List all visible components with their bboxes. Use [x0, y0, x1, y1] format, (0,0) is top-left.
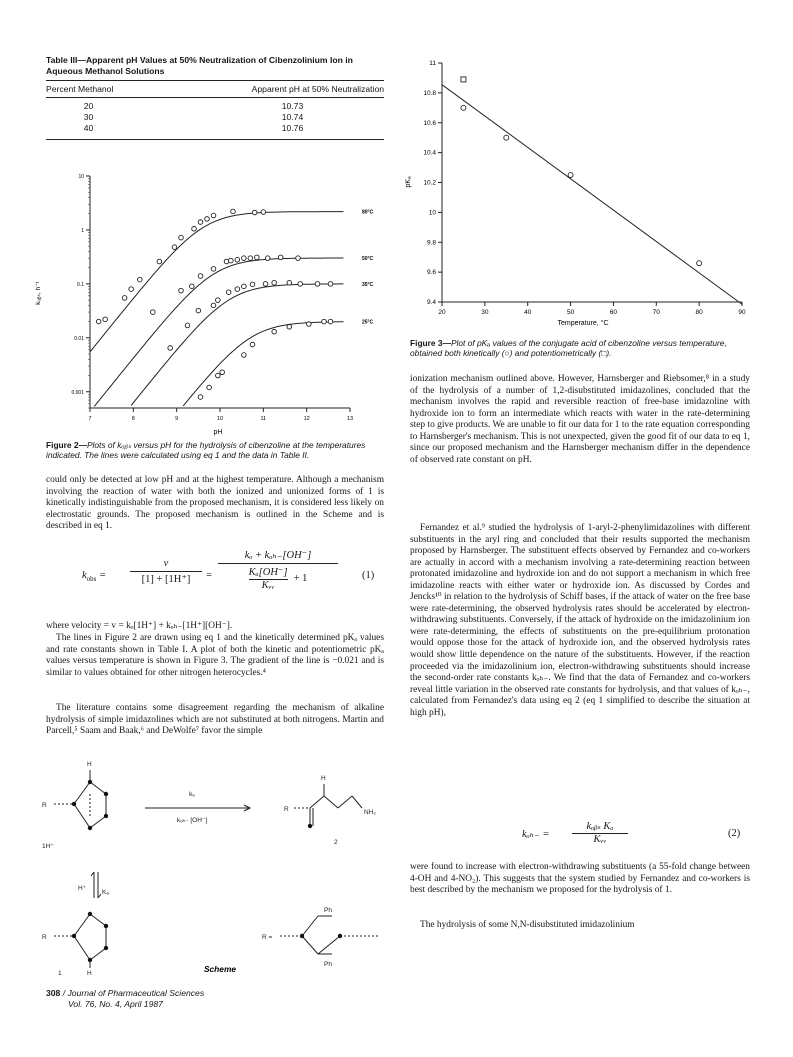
footer-line-2: Vol. 76, No. 4, April 1987 [68, 998, 163, 1009]
figure-2-xlabel: pH [213, 429, 223, 436]
data-point [263, 282, 268, 287]
series-curve [90, 212, 344, 352]
table-body [46, 98, 384, 134]
eq1-frac2 [218, 549, 338, 591]
table-cell: 10.74 [281, 112, 304, 122]
table-header [46, 81, 384, 97]
y-tick-label: 10 [78, 174, 84, 180]
x-tick-label: 7 [88, 416, 92, 422]
x-tick-label: 70 [652, 309, 660, 316]
table-title: Table III—Apparent pH Values at 50% Neutralization of Cibenzolinium Ion in Aqueous Methanol Solutions [46, 55, 353, 76]
x-tick-label: 8 [131, 416, 135, 422]
data-point [229, 258, 234, 263]
series-curve [131, 284, 343, 406]
data-point [287, 280, 292, 285]
scheme-label-2: 2 [334, 839, 338, 846]
right-paragraph-1: ionization mechanism outlined above. However, Harnsberger and Riebsomer,⁸ in a study of the hydrolysis of a number of 1,2-disubstituted imidazolines, concluded that the mechanism involves the rapid and reversible reaction of free-base imidazoline with hydroxide ion to form an intermediate which reacts with water in the rate-determining step to give products. We are unable to fit our data for 1 to the rate equation corresponding to Harnsberger's mechanism. This is not unexpected, given the good fit of our data to eq 1, since our proposed mechanism and the Harnsberger mechanism differ in the dependence of observed rate constant on pH. [410, 374, 750, 465]
scheme-arrow-top: kₒ [189, 791, 195, 798]
data-point [211, 213, 216, 218]
table-col1-header: Percent Methanol [46, 84, 114, 94]
eq1-plus-one: + 1 [293, 573, 308, 584]
table-row [46, 112, 384, 123]
data-point [278, 255, 283, 260]
table-row [46, 123, 384, 134]
data-point [307, 322, 312, 327]
y-tick-label: 9.6 [426, 269, 436, 277]
data-point [242, 256, 247, 261]
data-point [272, 280, 277, 285]
left-paragraph-2: The lines in Figure 2 are drawn using eq 1 and the kinetically determined pKₐ values and rate constants shown in Table I. A plot of both the kinetic and potentiometric pKₐ values versus temperature is shown in Figure 3. The gradient of the line is −0.021 and is similar to values obtained for other nitrogen heterocycles.⁴ [46, 633, 384, 678]
figure-2-caption-label: Figure 2— [46, 440, 87, 450]
figure-3-caption-text: Plot of pKₐ values of the conjugate acid of cibenzoline versus temperature, obtained both kinetically (○) and potentiometrically (□). [410, 338, 727, 359]
data-point [296, 256, 301, 261]
data-point [122, 296, 127, 301]
scheme-r-product: R [284, 806, 289, 813]
data-point [185, 323, 190, 328]
figure-3-fit-line [442, 85, 742, 305]
x-tick-label: 9 [175, 416, 179, 422]
y-tick-label: 1 [81, 227, 84, 234]
data-point [265, 256, 270, 261]
eq2-num: kₒᵦₛ Kₐ [586, 821, 614, 832]
data-point [250, 282, 255, 287]
data-point [220, 370, 225, 375]
data-point [315, 282, 320, 287]
eq2-lhs: kₒₕ₋ = [522, 829, 550, 840]
table-rule-bottom [46, 139, 384, 140]
data-point [179, 288, 184, 293]
scheme-h-bottom: H [87, 970, 92, 977]
y-tick-label: 10.8 [423, 89, 436, 97]
right-paragraph-4: The hydrolysis of some N,N-disubstituted imidazolinium [420, 920, 635, 930]
data-point [322, 319, 327, 324]
figure-3-axes [423, 60, 746, 316]
table-row [46, 101, 384, 112]
figure-2-curves [90, 210, 374, 407]
scheme-h-top: H [87, 761, 92, 768]
series-curve [94, 258, 343, 406]
data-point [198, 274, 203, 279]
x-tick-label: 50 [566, 309, 575, 316]
table-cell: 40 [83, 123, 94, 133]
eq2-frac [572, 820, 628, 845]
data-point [151, 310, 156, 315]
x-tick-label: 20 [438, 309, 446, 316]
scheme-nh2: NH₂ [364, 809, 376, 816]
figure-3-caption-label: Figure 3— [410, 338, 451, 348]
x-tick-label: 12 [303, 416, 310, 422]
data-point [198, 395, 203, 400]
right-paragraph-2: Fernandez et al.⁹ studied the hydrolysis of 1-aryl-2-phenylimidazolines with different substituents in the aryl ring and concluded that their results supported the mechanism proposed by Harnsberger. The substituent effects observed by Fernandez and co-workers are actually in accord with a mechanism involving a rate-determining reaction between protonated imidazoline and hydroxide ion and do not support a mechanism in which free imidazoline reacts with either water or hydroxide ion. As discussed by Cordes and Jencks¹⁰ in relation to the hydrolysis of Schiff bases, if the attack of water on the free base were rate-determining, the observed hydrolysis rates should be accelerated by electron-withdrawing substituents. Conversely, if the attack of hydroxide on the imidazolinium ion were rate-determining, the effects of substituents on the pre-equilibrium protonation would oppose those for the attack of hydroxide ion, and the observed hydrolysis rates would show little dependence on the nature of the substituents. However, if the reaction proceeded via the imidazolinium ion, electron-withdrawing substituents should increase the second-order rate constants kₒₕ₋. We find that the data of Fernandez and co-workers reveal little variation in the observed rate constants for hydrolysis, and that values of kₒₕ₋, calculated from Fernandez's data using eq 2 (eq 1 simplified to describe the situation at high pH), [410, 523, 750, 718]
scheme-ph-bottom: Ph [324, 961, 332, 968]
scheme-caption: Scheme [203, 964, 237, 974]
y-tick-label: 10.4 [423, 149, 436, 157]
data-point [216, 373, 221, 378]
figure-3-points [461, 77, 702, 266]
left-paragraph-3: The literature contains some disagreement regarding the mechanism of alkaline hydrolysis of simple imidazolines which are not substituted at both nitrogens. Martin and Parcell,⁵ Saam and Baak,⁶ and DeWolfe⁷ favor the simple [46, 703, 384, 737]
right-paragraph-3: were found to increase with electron-withdrawing substituents (a 55-fold change between 4-OH and 4-NO₂). This suggests that the system studied by Fernandez and co-workers is best described by the mechanism we proposed for the hydrolysis of 1. [410, 862, 750, 896]
figure-3-caption [410, 338, 750, 359]
data-point [231, 209, 236, 214]
scheme-hplus: H⁺ [78, 885, 87, 892]
figure-2-points [96, 209, 332, 399]
eq1-frac2-den [218, 563, 338, 591]
figure-2-axes [71, 174, 353, 422]
data-point [242, 284, 247, 289]
data-point [248, 256, 253, 261]
data-point [196, 308, 201, 313]
series-label: 35°C [362, 281, 374, 288]
kinetic-point [697, 261, 702, 266]
eq1-inner-num: Kₐ[OH⁻] [248, 567, 288, 578]
scheme-h-product: H [321, 775, 326, 782]
data-point [255, 255, 260, 260]
eq1-lhs: $k_{obs}$ = [82, 570, 107, 584]
figure-3-chart [398, 55, 756, 330]
potentiometric-point [461, 77, 466, 82]
x-tick-label: 11 [260, 416, 267, 422]
y-tick-label: 11 [429, 60, 436, 67]
series-label: 25°C [362, 319, 374, 326]
scheme-r-equals: R = [262, 934, 273, 941]
eq2-number: (2) [728, 828, 741, 839]
scheme-r-left-bottom: R [42, 934, 47, 941]
data-point [216, 298, 221, 303]
y-tick-label: 9.8 [426, 239, 436, 247]
equation-1 [46, 548, 384, 618]
reaction-scheme [40, 756, 390, 978]
series-label: 80°C [362, 209, 374, 216]
figure-2-chart [30, 168, 390, 438]
eq1-frac1 [130, 558, 202, 585]
x-tick-label: 40 [524, 309, 532, 316]
x-tick-label: 90 [738, 309, 746, 316]
data-point [207, 385, 212, 390]
x-tick-label: 30 [481, 309, 489, 316]
eq1-inner-frac [249, 566, 288, 591]
table-cell: 10.76 [281, 123, 304, 133]
y-tick-label: 10.2 [423, 179, 436, 187]
data-point [235, 257, 240, 262]
table-cell: 10.73 [281, 101, 304, 111]
figure-2-ylabel: kₒᵦₛ, h⁻¹ [35, 281, 42, 305]
y-tick-label: 0.1 [77, 281, 84, 288]
eq1-number: (1) [362, 570, 375, 581]
fit-line [442, 85, 742, 305]
y-tick-label: 0.001 [71, 389, 84, 396]
x-tick-label: 60 [609, 309, 618, 316]
figure-3-xlabel: Temperature, °C [557, 320, 609, 327]
data-point [103, 317, 108, 322]
data-point [252, 210, 257, 215]
data-point [179, 235, 184, 240]
x-tick-label: 13 [346, 416, 354, 422]
scheme-arrow-bottom: kₒₕ₋ [OH⁻] [176, 817, 208, 824]
kinetic-point [568, 173, 573, 178]
y-tick-label: 10.6 [423, 119, 436, 127]
data-point [190, 284, 195, 289]
left-where-line: where velocity = v = kₒ[1H⁺] + kₒₕ₋[1H⁺][OH⁻]. [46, 621, 233, 631]
eq2-den: Kᵥᵥ [572, 833, 628, 845]
eq1-equals: = [206, 570, 212, 581]
eq1-frac2-num: kₒ + kₒₕ₋[OH⁻] [244, 550, 312, 561]
data-point [328, 319, 333, 324]
kinetic-point [504, 135, 509, 140]
eq1-frac1-den: [1] + [1H⁺] [130, 571, 202, 585]
eq1-k: k [82, 570, 87, 581]
scheme-r-left-top: R [42, 802, 47, 809]
scheme-ka: Kₐ [102, 889, 109, 896]
eq1-k-sub: obs [86, 575, 97, 584]
eq1-frac1-num: v [163, 558, 169, 569]
figure-2-caption [46, 440, 384, 461]
figure-2-caption-text: Plots of kₒᵦₛ versus pH for the hydrolysis of cibenzoline at the temperatures indicated. The lines were calculated using eq 1 and the data in Table II. [46, 440, 366, 461]
data-point [242, 353, 247, 358]
data-point [226, 290, 231, 295]
page-footer [46, 988, 204, 1009]
data-point [272, 329, 277, 334]
data-point [168, 346, 173, 351]
data-point [287, 325, 292, 330]
table-cell: 30 [83, 112, 94, 122]
data-point [96, 319, 101, 324]
y-tick-label: 10 [428, 209, 436, 217]
eq1-inner-den: Kᵥᵥ [249, 579, 288, 591]
x-tick-label: 80 [695, 309, 703, 316]
data-point [129, 287, 134, 292]
data-point [328, 282, 333, 287]
x-tick-label: 10 [216, 416, 224, 422]
data-point [261, 210, 266, 215]
data-point [198, 220, 203, 225]
table-cell: 20 [83, 101, 94, 111]
data-point [192, 226, 197, 231]
data-point [205, 217, 210, 222]
data-point [138, 277, 143, 282]
data-point [211, 303, 216, 308]
figure-3-ylabel: pKₐ [405, 176, 412, 188]
data-point [172, 245, 177, 250]
y-tick-label: 9.4 [426, 299, 436, 306]
data-point [235, 287, 240, 292]
data-point [298, 282, 303, 287]
scheme-1h-label: 1H⁺ [42, 843, 54, 850]
data-point [211, 267, 216, 272]
equation-2 [410, 818, 750, 854]
table-iii [46, 55, 384, 140]
table-col2-header: Apparent pH at 50% Neutralization [251, 84, 384, 94]
series-curve [183, 322, 343, 406]
scheme-label-1: 1 [58, 970, 62, 977]
y-tick-label: 0.01 [74, 335, 84, 342]
data-point [224, 259, 229, 264]
data-point [250, 342, 255, 347]
data-point [157, 259, 162, 264]
kinetic-point [461, 105, 466, 110]
footer-line-1: 308 / Journal of Pharmaceutical Sciences [46, 988, 205, 998]
left-paragraph-1: could only be detected at low pH and at the highest temperature. Although a mechanism involving the reaction of water with both the ionized and unionized forms of 1 is kinetically indistinguishable from the proposed mechanism, it is considered less likely on electrostatic grounds. The proposed mechanism is outlined in the Scheme and is described in eq 1. [46, 475, 384, 532]
series-label: 50°C [362, 255, 374, 262]
scheme-ph-top: Ph [324, 907, 332, 914]
